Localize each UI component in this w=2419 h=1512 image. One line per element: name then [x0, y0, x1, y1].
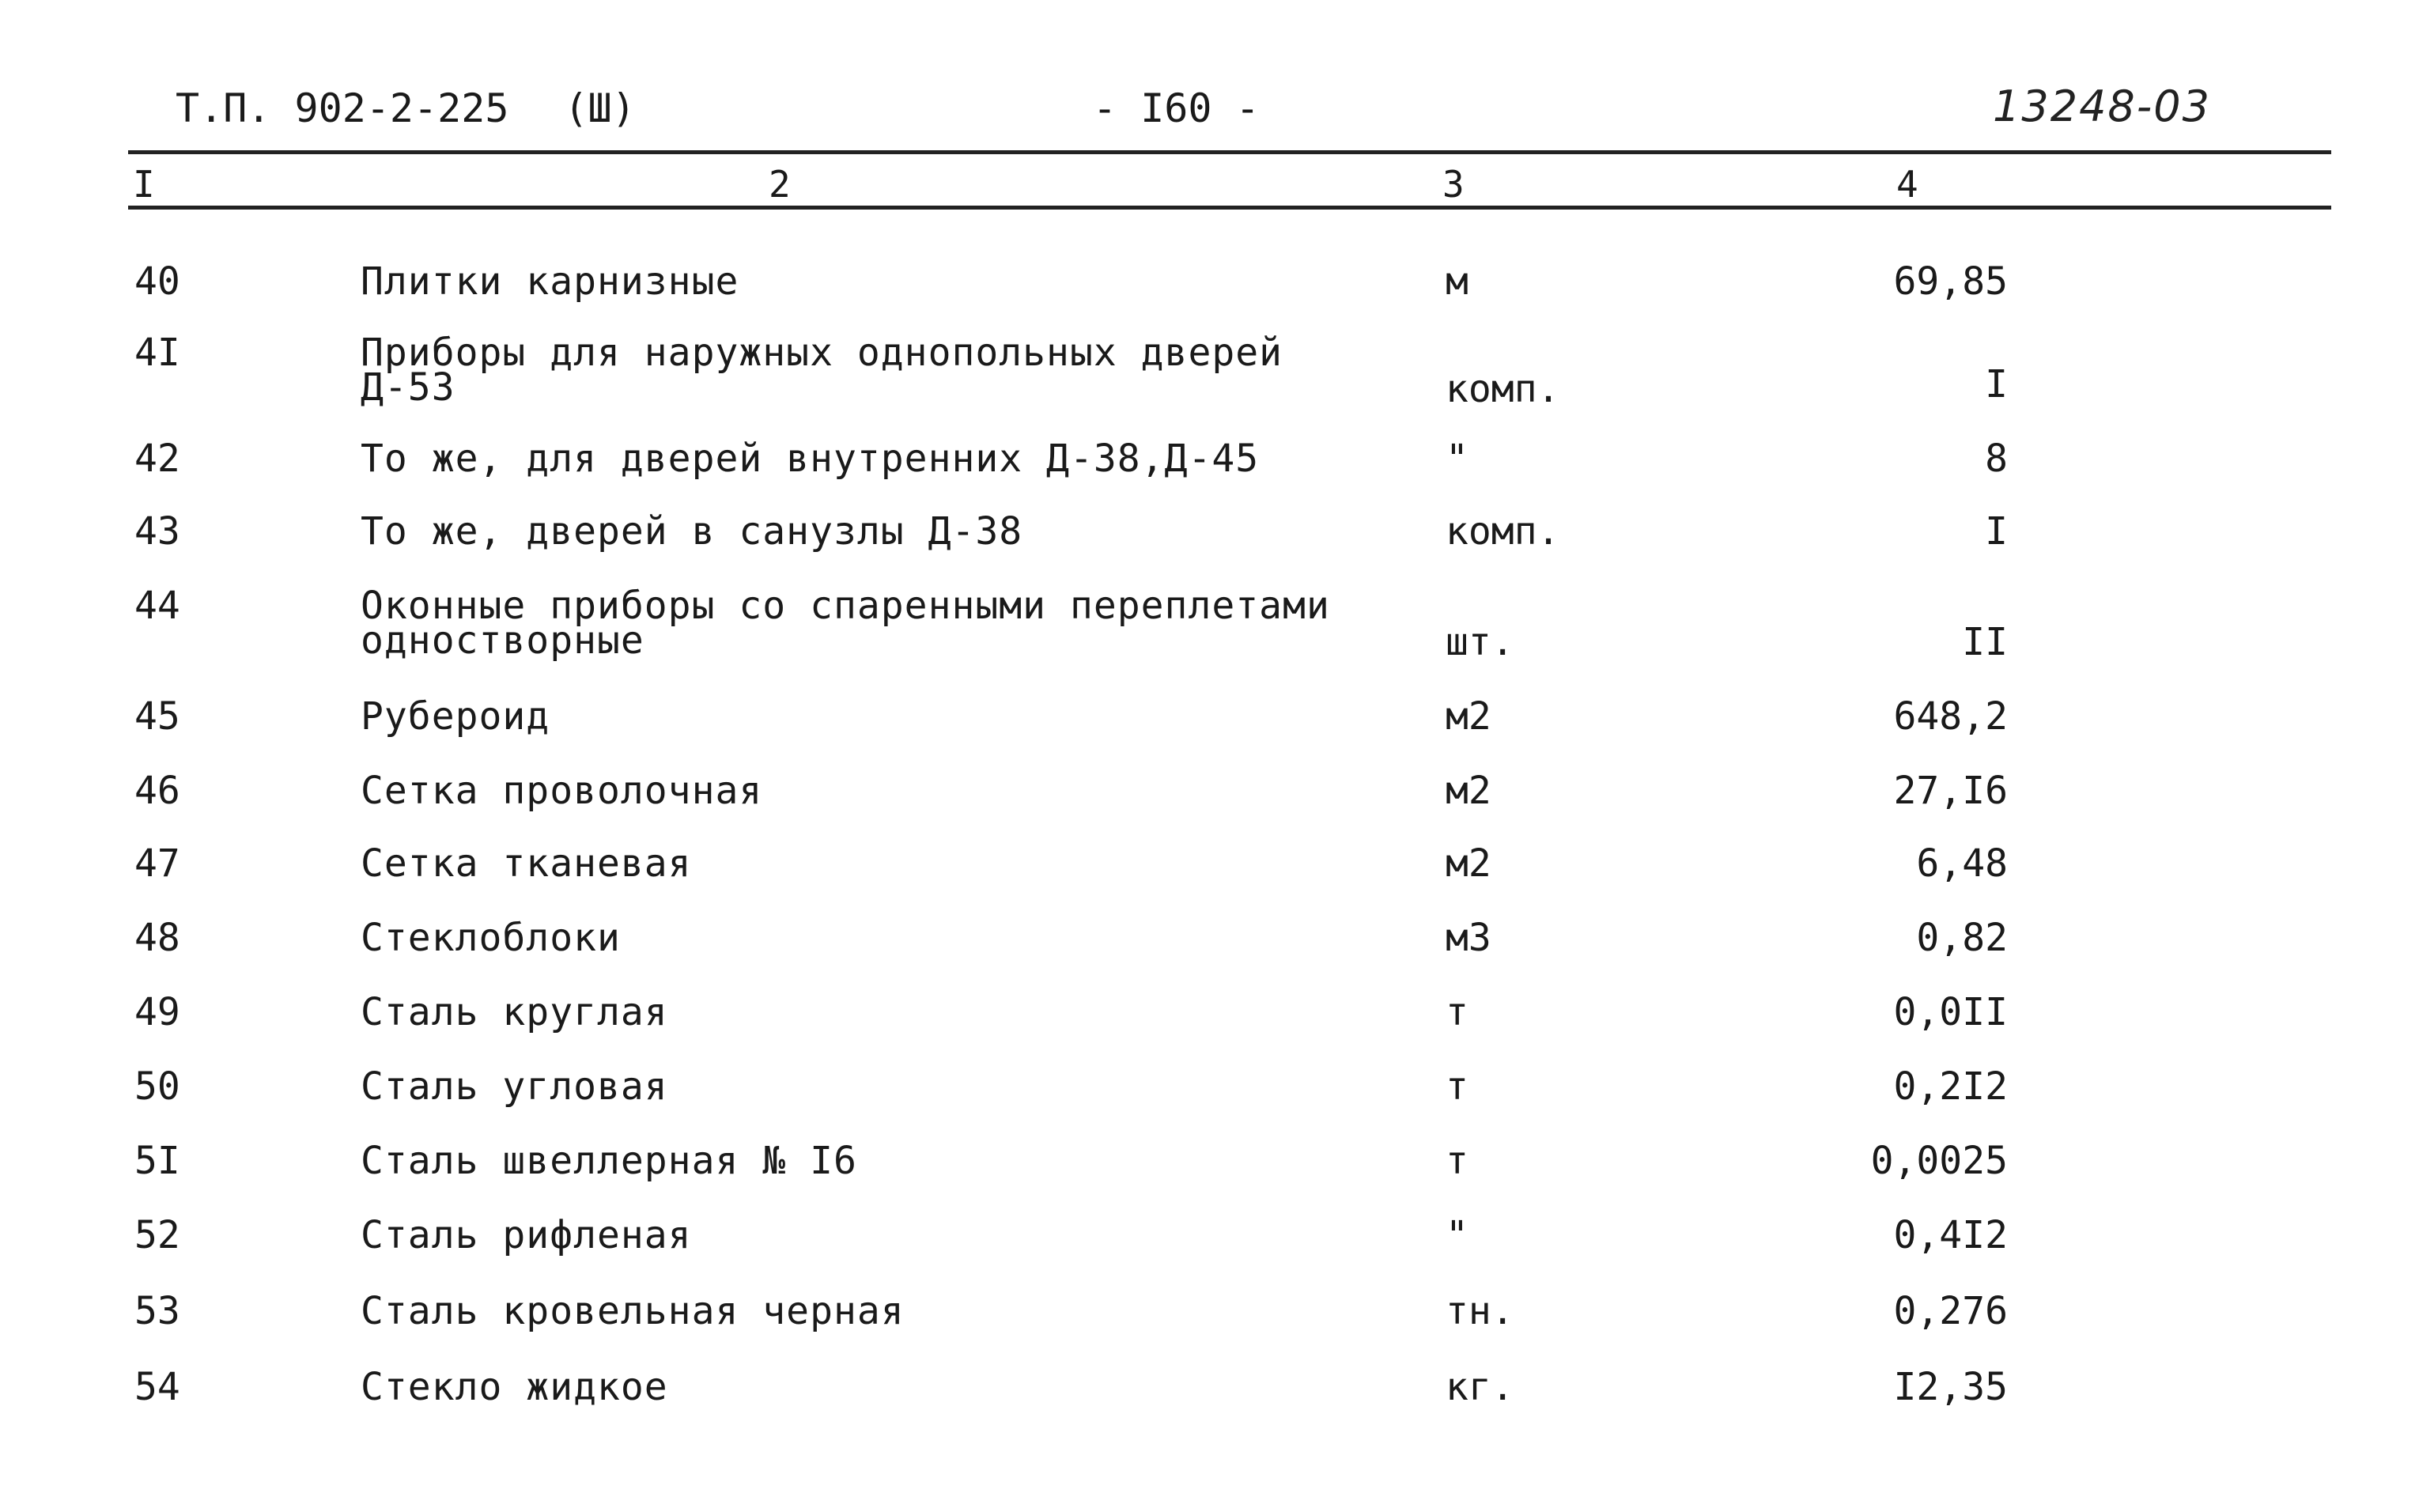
row-number: 54	[134, 1365, 180, 1409]
row-name-continuation: одностворные	[361, 618, 644, 663]
row-name	[361, 1064, 668, 1109]
page-number: - I60 -	[1093, 85, 1260, 131]
table-row	[0, 916, 2419, 966]
row-name-text: Стекло жидкое	[361, 1365, 668, 1409]
table-row	[0, 1289, 2419, 1340]
row-name	[361, 769, 763, 813]
sheet-code: 13248-03	[1993, 81, 2211, 131]
row-unit: "	[1446, 1213, 1468, 1257]
row-unit: м	[1446, 259, 1468, 304]
row-quantity: 6,48	[1916, 841, 2008, 886]
table-row	[0, 1064, 2419, 1115]
row-name-text: То же, для дверей внутренних Д-38,Д-45	[361, 437, 1260, 481]
row-quantity: I	[1985, 362, 2008, 406]
row-quantity: 0,0II	[1893, 990, 2008, 1034]
row-unit: комп.	[1446, 367, 1560, 411]
table-row	[0, 694, 2419, 745]
row-name	[361, 990, 668, 1034]
row-name	[361, 841, 692, 886]
row-unit: м2	[1446, 769, 1491, 813]
table-row	[0, 990, 2419, 1041]
row-name	[361, 1365, 668, 1409]
column-header-4: 4	[1896, 163, 1918, 206]
row-quantity: II	[1962, 620, 2008, 664]
row-name-text: Приборы для наружных однопольных дверей	[361, 331, 1283, 375]
row-name-text: Сетка тканевая	[361, 841, 692, 886]
column-header-1: I	[133, 163, 155, 206]
row-name-text: Сталь рифленая	[361, 1213, 692, 1257]
row-name	[361, 437, 1260, 481]
table-row	[0, 769, 2419, 819]
row-number: 47	[134, 841, 180, 886]
row-quantity: I	[1985, 509, 2008, 554]
row-quantity: I2,35	[1893, 1365, 2008, 1409]
column-header-3: 3	[1442, 163, 1465, 206]
part-number: (Ш)	[564, 85, 636, 131]
table-row	[0, 331, 2419, 411]
row-number: 40	[134, 259, 180, 304]
row-name-text: То же, дверей в санузлы Д-38	[361, 509, 1023, 554]
row-name-text: Сталь круглая	[361, 990, 668, 1034]
row-name-text: Стеклоблоки	[361, 916, 621, 960]
row-number: 46	[134, 769, 180, 813]
row-number: 4I	[134, 331, 180, 375]
row-name-text: Оконные приборы со спаренными переплетами	[361, 584, 1330, 628]
table-row	[0, 509, 2419, 560]
row-unit: т	[1446, 1064, 1468, 1109]
row-name	[361, 1289, 905, 1333]
row-name	[361, 509, 1023, 554]
table-row	[0, 841, 2419, 892]
row-name	[361, 259, 739, 304]
row-number: 42	[134, 437, 180, 481]
row-name	[361, 1213, 692, 1257]
row-unit: м2	[1446, 694, 1491, 739]
row-number: 48	[134, 916, 180, 960]
row-name	[361, 1139, 857, 1183]
column-header-2: 2	[769, 163, 791, 206]
row-number: 45	[134, 694, 180, 739]
row-quantity: 0,82	[1916, 916, 2008, 960]
row-number: 49	[134, 990, 180, 1034]
row-name-continuation: Д-53	[361, 365, 455, 410]
row-unit: т	[1446, 1139, 1468, 1183]
row-unit: т	[1446, 990, 1468, 1034]
row-unit: м2	[1446, 841, 1491, 886]
row-number: 43	[134, 509, 180, 554]
table-row	[0, 584, 2419, 664]
doc-code-text: Т.П. 902-2-225	[176, 85, 509, 131]
document-code	[176, 85, 636, 131]
row-name-text: Сталь швеллерная № I6	[361, 1139, 857, 1183]
row-name-text: Сталь кровельная черная	[361, 1289, 905, 1333]
row-unit: кг.	[1446, 1365, 1514, 1409]
row-name	[361, 694, 550, 739]
row-quantity: 8	[1985, 437, 2008, 481]
row-name	[361, 916, 621, 960]
row-name	[361, 584, 1330, 663]
row-quantity: 0,0025	[1870, 1139, 2008, 1183]
row-name-text: Сетка проволочная	[361, 769, 763, 813]
row-quantity: 27,I6	[1893, 769, 2008, 813]
row-name-text: Сталь угловая	[361, 1064, 668, 1109]
row-unit: шт.	[1446, 620, 1514, 664]
table-row	[0, 1139, 2419, 1189]
row-name-text: Плитки карнизные	[361, 259, 739, 304]
row-unit: м3	[1446, 916, 1491, 960]
row-quantity: 648,2	[1893, 694, 2008, 739]
table-row	[0, 1365, 2419, 1416]
table-row	[0, 437, 2419, 487]
row-quantity: 0,276	[1893, 1289, 2008, 1333]
row-quantity: 69,85	[1893, 259, 2008, 304]
row-quantity: 0,4I2	[1893, 1213, 2008, 1257]
row-number: 50	[134, 1064, 180, 1109]
row-number: 44	[134, 584, 180, 628]
row-unit: тн.	[1446, 1289, 1514, 1333]
row-number: 53	[134, 1289, 180, 1333]
row-name	[361, 331, 1283, 410]
table-row	[0, 259, 2419, 310]
row-quantity: 0,2I2	[1893, 1064, 2008, 1109]
header-rule-bottom	[128, 206, 2331, 210]
row-name-text: Рубероид	[361, 694, 550, 739]
row-number: 5I	[134, 1139, 180, 1183]
header-rule-top	[128, 150, 2331, 154]
row-unit: "	[1446, 437, 1468, 481]
row-unit: комп.	[1446, 509, 1560, 554]
row-number: 52	[134, 1213, 180, 1257]
table-row	[0, 1213, 2419, 1264]
